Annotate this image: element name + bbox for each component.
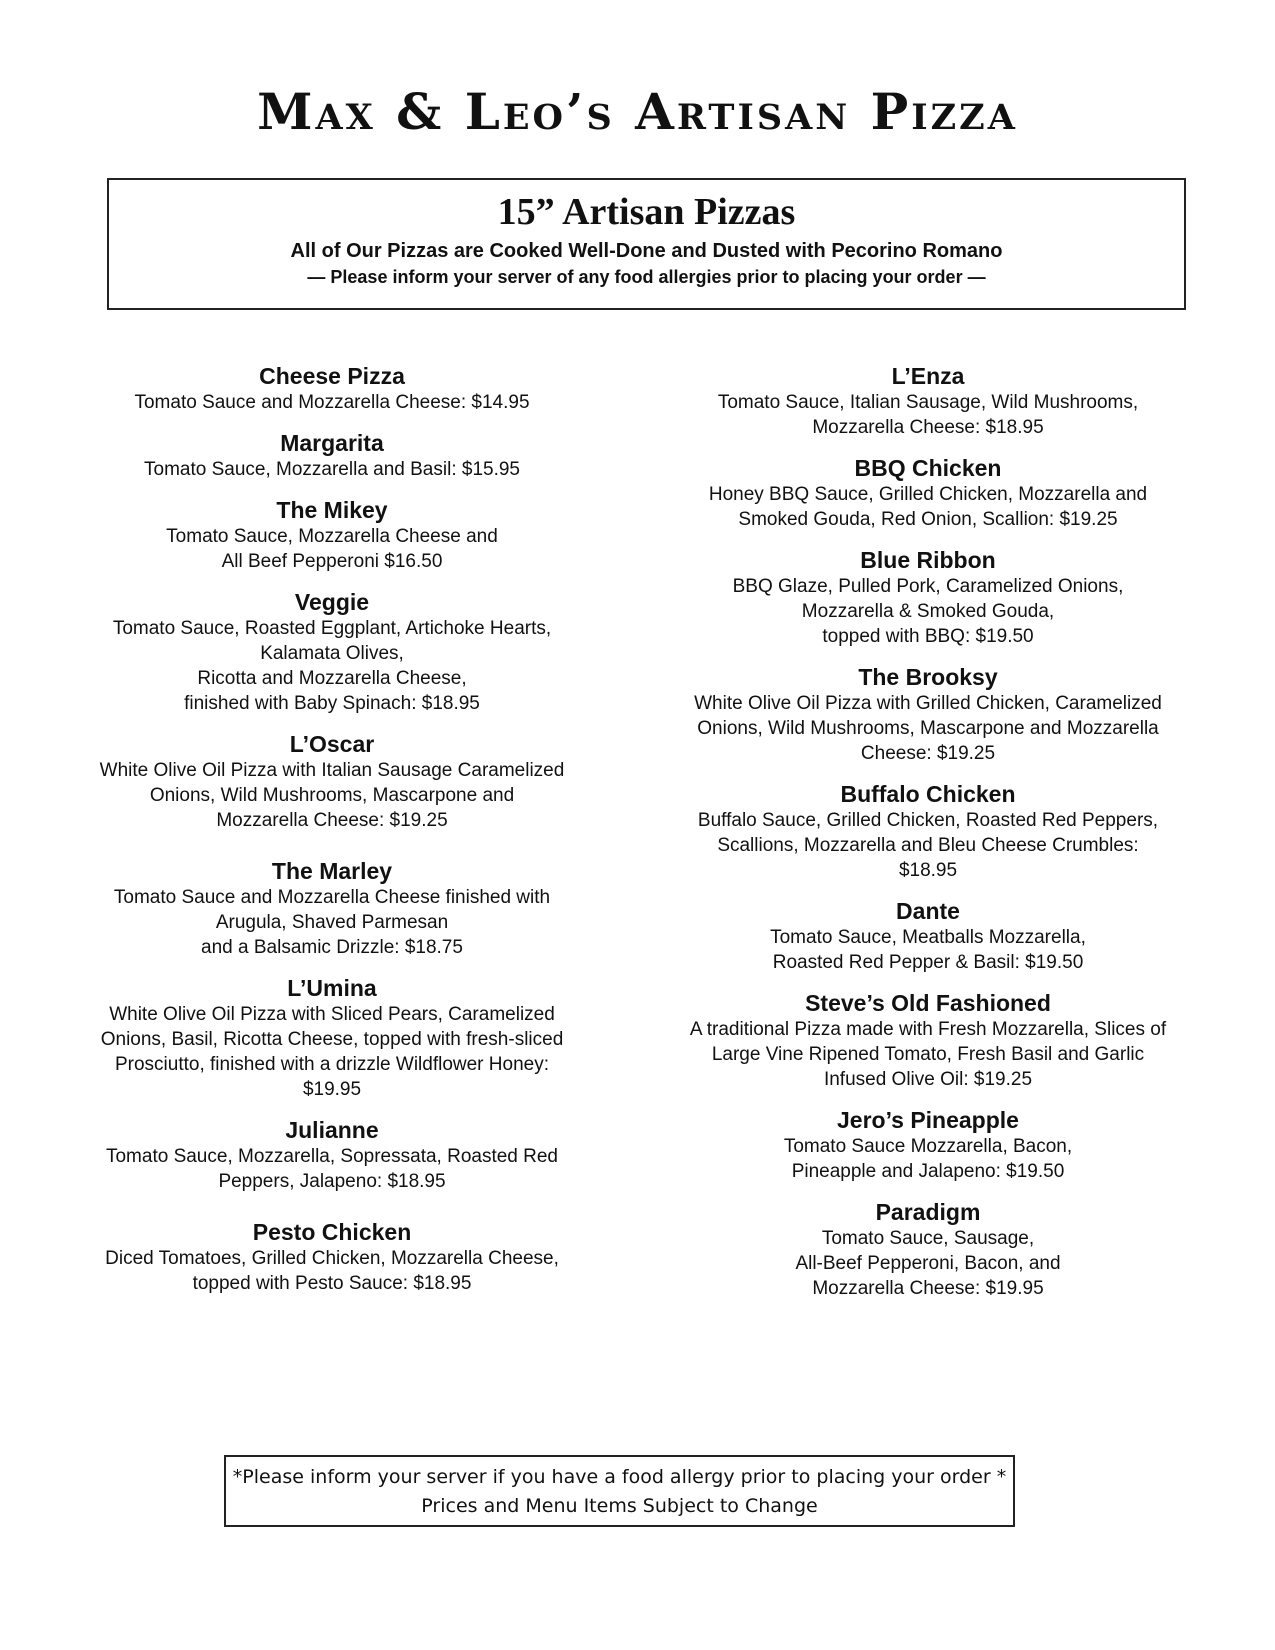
menu-item-description: Prosciutto, finished with a drizzle Wildflower Honey: [114, 1054, 549, 1075]
menu-section-heading: 15” Artisan Pizzas [497, 191, 796, 233]
menu-item-name: Blue Ribbon [860, 547, 996, 573]
menu-item [72, 974, 592, 1102]
menu-item [664, 1106, 1192, 1184]
footer-prices-line: Prices and Menu Items Subject to Change [421, 1495, 818, 1517]
menu-item-description: White Olive Oil Pizza with Sliced Pears, Caramelized [109, 1004, 555, 1025]
menu-item [664, 897, 1192, 975]
menu-item [72, 588, 592, 716]
menu-item-description: Mozzarella Cheese: $19.25 [216, 810, 448, 831]
menu-item-name: Margarita [280, 430, 384, 456]
menu-item-description: BBQ Glaze, Pulled Pork, Caramelized Onions, [732, 576, 1124, 597]
menu-item-description: Buffalo Sauce, Grilled Chicken, Roasted Red Peppers, [697, 810, 1159, 831]
menu-item-description: Ricotta and Mozzarella Cheese, [197, 668, 467, 689]
menu-item-description: Smoked Gouda, Red Onion, Scallion: $19.25 [738, 509, 1118, 530]
menu-item-name: Dante [896, 898, 960, 924]
menu-item-description: Tomato Sauce and Mozzarella Cheese: $14.95 [134, 392, 530, 413]
menu-item-name: Julianne [285, 1117, 379, 1143]
menu-item-name: The Mikey [276, 497, 388, 523]
menu-item [72, 857, 592, 960]
menu-item-description: and a Balsamic Drizzle: $18.75 [201, 937, 463, 958]
menu-item [664, 362, 1192, 440]
menu-item-name: Veggie [294, 589, 370, 615]
menu-item-description: Tomato Sauce, Roasted Eggplant, Artichoke Hearts, [112, 618, 552, 639]
menu-item-description: Onions, Wild Mushrooms, Mascarpone and Mozzarella [697, 718, 1159, 739]
menu-item-description: Pineapple and Jalapeno: $19.50 [791, 1161, 1065, 1182]
menu-item [72, 1116, 592, 1194]
menu-item-description: Diced Tomatoes, Grilled Chicken, Mozzarella Cheese, [105, 1248, 559, 1269]
menu-item-description: Kalamata Olives, [260, 643, 404, 664]
menu-item-name: Buffalo Chicken [840, 781, 1016, 807]
menu-item-description: A traditional Pizza made with Fresh Mozzarella, Slices of [689, 1019, 1167, 1040]
menu-item-description: Tomato Sauce, Mozzarella and Basil: $15.95 [144, 459, 520, 480]
menu-item [664, 663, 1192, 766]
menu-item-description: Roasted Red Pepper & Basil: $19.50 [772, 952, 1084, 973]
menu-item-description: finished with Baby Spinach: $18.95 [184, 693, 480, 714]
footer-notice [224, 1455, 1015, 1527]
menu-item-description: Tomato Sauce, Mozzarella, Sopressata, Roasted Red [105, 1146, 558, 1167]
menu-item-description: Mozzarella Cheese: $19.95 [812, 1278, 1044, 1299]
menu-item [72, 1218, 592, 1296]
menu-item-name: Steve’s Old Fashioned [805, 990, 1051, 1016]
footer-allergy-line: *Please inform your server if you have a food allergy prior to placing your order * [232, 1466, 1007, 1488]
menu-item-description: Peppers, Jalapeno: $18.95 [218, 1171, 446, 1192]
menu-item-description: All Beef Pepperoni $16.50 [221, 551, 443, 572]
menu-item-name: The Brooksy [858, 664, 998, 690]
menu-column-right [664, 362, 1192, 1315]
menu-item [72, 496, 592, 574]
menu-item-name: BBQ Chicken [854, 455, 1002, 481]
menu-item-description: Honey BBQ Sauce, Grilled Chicken, Mozzarella and [708, 484, 1148, 505]
menu-item-description: topped with Pesto Sauce: $18.95 [192, 1273, 472, 1294]
menu-item-description: Mozzarella Cheese: $18.95 [812, 417, 1044, 438]
menu-item-description: Large Vine Ripened Tomato, Fresh Basil and Garlic [711, 1044, 1145, 1065]
menu-item [664, 454, 1192, 532]
menu-item-description: $19.95 [302, 1079, 362, 1100]
menu-item-description: Infused Olive Oil: $19.25 [823, 1069, 1033, 1090]
menu-item-description: All-Beef Pepperoni, Bacon, and [795, 1253, 1061, 1274]
menu-item [72, 429, 592, 482]
menu-item-description: Cheese: $19.25 [860, 743, 996, 764]
menu-item-name: L’Oscar [289, 731, 375, 757]
menu-item-description: topped with BBQ: $19.50 [822, 626, 1034, 647]
menu-item [72, 730, 592, 833]
menu-item-description: Tomato Sauce, Sausage, [821, 1228, 1035, 1249]
restaurant-title: Max & Leo’s Artisan Pizza [257, 82, 1018, 141]
menu-item-description: Tomato Sauce, Mozzarella Cheese and [166, 526, 498, 547]
menu-item-description: Tomato Sauce, Italian Sausage, Wild Mushrooms, [717, 392, 1139, 413]
menu-item-description: Tomato Sauce and Mozzarella Cheese finished with [113, 887, 551, 908]
menu-item-description: Scallions, Mozzarella and Bleu Cheese Crumbles: [717, 835, 1139, 856]
menu-item-name: L’Umina [287, 975, 377, 1001]
menu-item-name: Jero’s Pineapple [837, 1107, 1019, 1133]
header-box [107, 178, 1186, 310]
menu-item-name: Paradigm [875, 1199, 981, 1225]
menu-item-description: $18.95 [898, 860, 958, 881]
menu-item-description: Onions, Basil, Ricotta Cheese, topped with fresh-sliced [100, 1029, 564, 1050]
menu-item-name: Pesto Chicken [252, 1219, 412, 1245]
menu-item-description: White Olive Oil Pizza with Italian Sausage Caramelized [99, 760, 565, 781]
menu-item [664, 780, 1192, 883]
menu-item-description: Arugula, Shaved Parmesan [215, 912, 449, 933]
menu-item-name: The Marley [271, 858, 393, 884]
allergy-note: — Please inform your server of any food allergies prior to placing your order — [307, 267, 986, 287]
menu-item [664, 546, 1192, 649]
menu-item-description: Onions, Wild Mushrooms, Mascarpone and [149, 785, 515, 806]
menu-item [664, 989, 1192, 1092]
menu-item [664, 1198, 1192, 1301]
menu-item-name: Cheese Pizza [259, 363, 405, 389]
menu-item-description: Mozzarella & Smoked Gouda, [801, 601, 1055, 622]
menu-column-left [72, 362, 592, 1310]
menu-item-description: Tomato Sauce Mozzarella, Bacon, [783, 1136, 1073, 1157]
menu-subheading: All of Our Pizzas are Cooked Well-Done and Dusted with Pecorino Romano [290, 240, 1003, 262]
menu-item-description: Tomato Sauce, Meatballs Mozzarella, [770, 927, 1086, 948]
menu-item [72, 362, 592, 415]
menu-item-description: White Olive Oil Pizza with Grilled Chicken, Caramelized [694, 693, 1162, 714]
menu-item-name: L’Enza [891, 363, 965, 389]
